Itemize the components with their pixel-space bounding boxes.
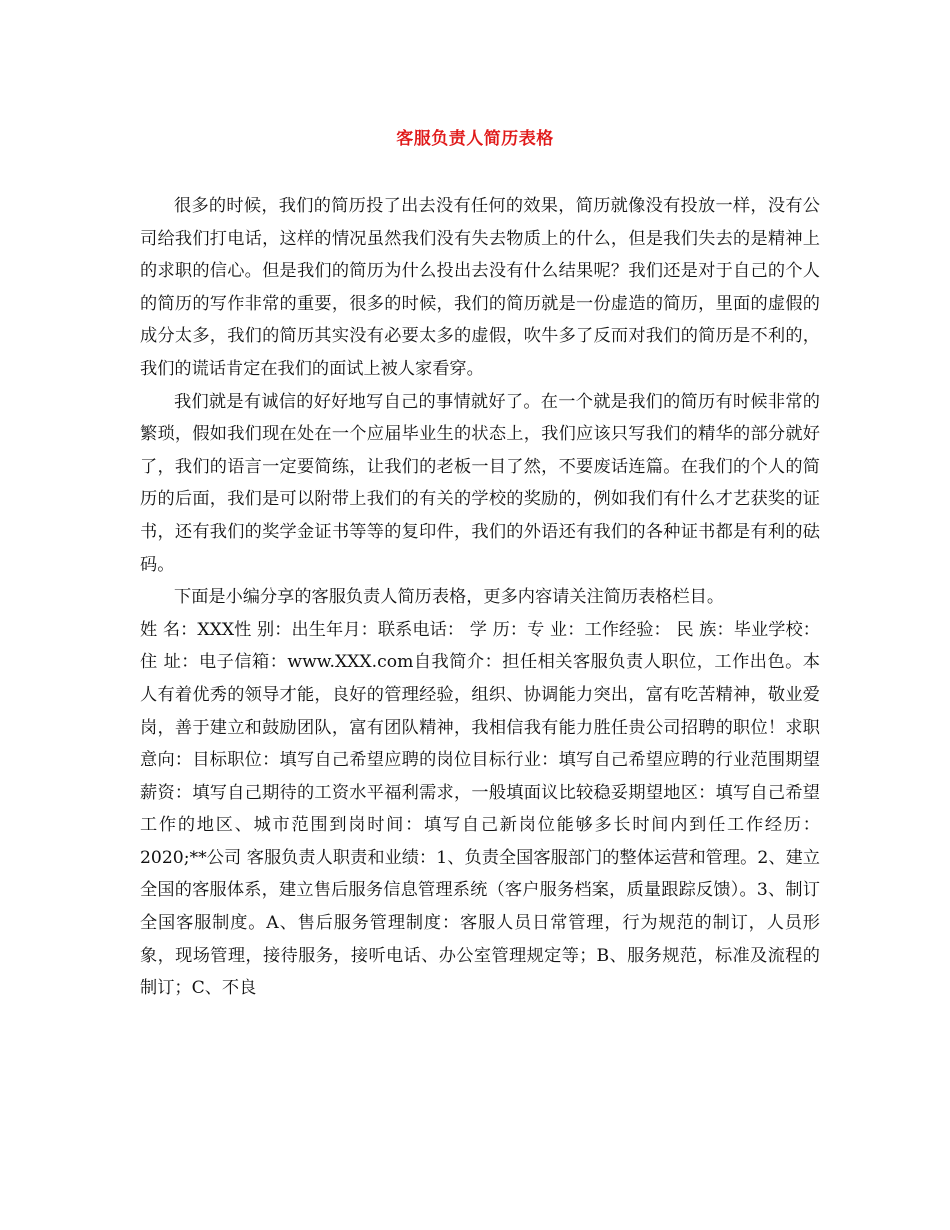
- paragraph-lead-in: 下面是小编分享的客服负责人简历表格，更多内容请关注简历表格栏目。: [174, 587, 725, 608]
- document-body: [140, 190, 820, 1005]
- paragraph-intro: 很多的时候，我们的简历投了出去没有任何的效果，简历就像没有投放一样，没有公司给我们打电话，这样的情况虽然我们没有失去物质上的什么，但是我们失去的是精神上的求职的信心。但是我们的简历为什么投出去没有什么结果呢？我们还是对于自己的个人的简历的写作非常的重要，很多的时候，我们的简历就是一份虚造的简历，里面的虚假的成分太多，我们的简历其实没有必要太多的虚假，吹牛多了反而对我们的简历是不利的，我们的谎话肯定在我们的面试上被人家看穿。: [140, 196, 820, 379]
- document-title: 客服负责人简历表格: [396, 129, 554, 149]
- paragraph-resume-content: 姓 名：XXX性 别：出生年月：联系电话： 学 历：专 业：工作经验： 民 族：毕业学校：住 址：电子信箱：www.XXX.com自我简介：担任相关客服负责人职位，工作出色。本人有着优秀的领导才能，良好的管理经验，组织、协调能力突出，富有吃苦精神，敬业爱岗，善于建立和鼓励团队，富有团队精神，我相信我有能力胜任贵公司招聘的职位！求职意向：目标职位：填写自己希望应聘的岗位目标行业：填写自己希望应聘的行业范围期望薪资：填写自己期待的工资水平福利需求，一般填面议比较稳妥期望地区：填写自己希望工作的地区、城市范围到岗时间：填写自己新岗位能够多长时间内到任工作经历：2020;**公司 客服负责人职责和业绩：1、负责全国客服部门的整体运营和管理。2、建立全国的客服体系，建立售后服务信息管理系统（客户服务档案，质量跟踪反馈）。3、制订全国客服制度。A、售后服务管理制度：客服人员日常管理，行为规范的制订，人员形象，现场管理，接待服务，接听电话、办公室管理规定等；B、服务规范，标准及流程的制订；C、不良: [140, 619, 820, 999]
- paragraph-advice: 我们就是有诚信的好好地写自己的事情就好了。在一个就是我们的简历有时候非常的繁琐，假如我们现在处在一个应届毕业生的状态上，我们应该只写我们的精华的部分就好了，我们的语言一定要简练，让我们的老板一目了然，不要废话连篇。在我们的个人的简历的后面，我们是可以附带上我们的有关的学校的奖励的，例如我们有什么才艺获奖的证书，还有我们的奖学金证书等等的复印件，我们的外语还有我们的各种证书都是有利的砝码。: [140, 391, 820, 575]
